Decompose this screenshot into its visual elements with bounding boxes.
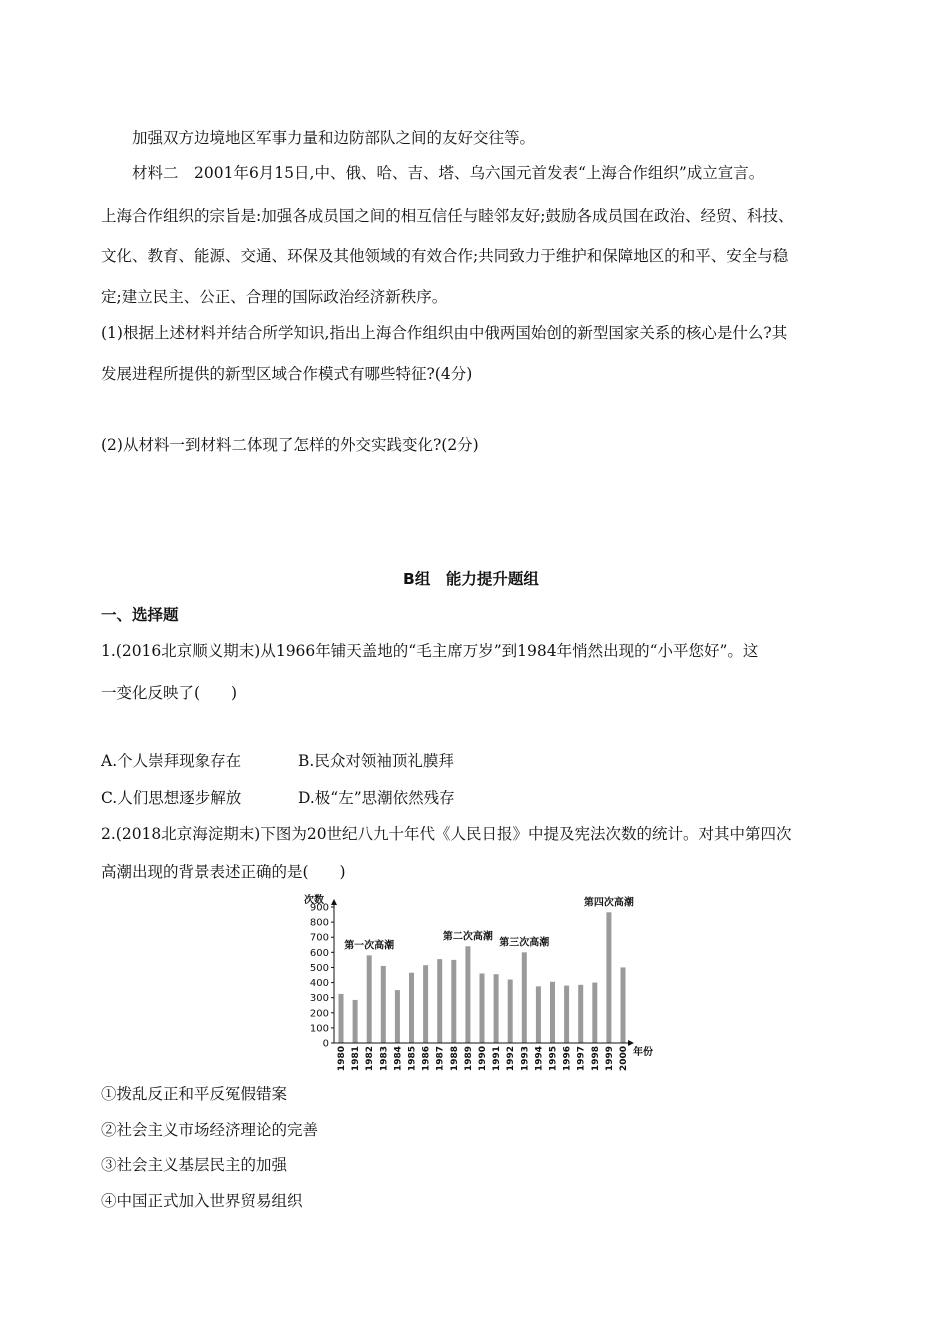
x-tick-label: 1980: [337, 1046, 347, 1072]
x-tick-label: 1993: [520, 1046, 531, 1072]
x-tick-label: 1983: [379, 1046, 390, 1072]
question-2: (2)从材料一到材料二体现了怎样的外交实践变化?(2分): [101, 436, 479, 454]
x-tick-label: 1992: [506, 1046, 517, 1072]
bar: [395, 990, 400, 1043]
y-tick-label: 200: [309, 1008, 329, 1020]
q2-statement-4: ④中国正式加入世界贸易组织: [101, 1192, 303, 1210]
q2-statement-3: ③社会主义基层民主的加强: [101, 1156, 288, 1174]
q1-option-a: A.个人崇拜现象存在: [101, 752, 242, 770]
y-axis-label: 次数: [304, 895, 324, 906]
y-tick-label: 0: [322, 1038, 329, 1050]
x-tick-label: 1994: [534, 1046, 545, 1072]
peak-annotation: 第三次高潮: [499, 937, 550, 949]
y-tick-label: 800: [309, 917, 329, 929]
material-two-line-4: 定;建立民主、公正、合理的国际政治经济新秩序。: [101, 288, 448, 306]
bar: [621, 967, 626, 1043]
part-title: 一、选择题: [101, 606, 179, 624]
x-tick-label: 1995: [548, 1046, 559, 1072]
y-tick-label: 600: [309, 947, 329, 959]
x-tick-label: 1999: [604, 1046, 615, 1072]
x-tick-label: 1990: [478, 1046, 488, 1072]
x-tick-label: 1985: [407, 1046, 418, 1072]
bar: [465, 946, 470, 1043]
y-tick-label: 700: [309, 932, 329, 944]
question-1-line-2: 发展进程所提供的新型区域合作模式有哪些特征?(4分): [101, 365, 473, 383]
x-axis-arrow: [628, 1040, 634, 1046]
x-tick-label: 1991: [492, 1046, 503, 1072]
x-tick-label: 1997: [576, 1046, 587, 1072]
bar: [367, 955, 372, 1043]
question-1-line-1: (1)根据上述材料并结合所学知识,指出上海合作组织由中俄两国始创的新型国家关系的核心是什么?其: [101, 324, 788, 342]
q1-option-c: C.人们思想逐步解放: [101, 789, 242, 807]
bar: [522, 952, 527, 1043]
bar: [578, 985, 583, 1043]
x-tick-label: 1986: [421, 1046, 432, 1072]
y-tick-label: 900: [309, 902, 329, 914]
y-tick-label: 400: [309, 978, 329, 990]
q2-stem-line-1: 2.(2018北京海淀期末)下图为20世纪八九十年代《人民日报》中提及宪法次数的统计。对其中第四次: [101, 825, 792, 843]
y-axis-arrow: [331, 899, 337, 905]
material-two-line-2: 上海合作组织的宗旨是:加强各成员国之间的相互信任与睦邻友好;鼓励各成员国在政治、经贸、科技、: [101, 207, 794, 225]
bar: [508, 980, 513, 1043]
x-axis-label: 年份: [633, 1047, 653, 1058]
constitution-mentions-bar-chart: [300, 893, 670, 1078]
bar: [536, 986, 541, 1043]
bar: [550, 982, 555, 1043]
section-title: B组 能力提升题组: [403, 570, 539, 588]
bar: [564, 986, 569, 1043]
q1-stem-line-1: 1.(2016北京顺义期末)从1966年铺天盖地的“毛主席万岁”到1984年悄然出现的“小平您好”。这: [101, 642, 759, 660]
q1-option-b: B.民众对领袖顶礼膜拜: [298, 752, 454, 770]
material-one-end: 加强双方边境地区军事力量和边防部队之间的友好交往等。: [132, 129, 536, 147]
peak-annotation: 第四次高潮: [583, 897, 634, 909]
bar: [339, 994, 344, 1043]
x-tick-label: 1988: [449, 1046, 460, 1072]
bar: [437, 959, 442, 1043]
x-tick-label: 1982: [365, 1046, 376, 1072]
bar: [606, 912, 611, 1043]
bar: [381, 966, 386, 1043]
q1-stem-line-2: 一变化反映了( ): [101, 684, 238, 702]
bar: [353, 1000, 358, 1043]
material-two-line-3: 文化、教育、能源、交通、环保及其他领域的有效合作;共同致力于维护和保障地区的和平、安全与稳: [101, 247, 789, 265]
y-tick-label: 500: [309, 962, 329, 974]
x-tick-label: 1996: [562, 1046, 573, 1072]
x-tick-label: 1998: [590, 1046, 601, 1072]
x-tick-label: 1981: [351, 1046, 362, 1072]
bar: [451, 960, 456, 1043]
x-tick-label: 2000: [619, 1046, 629, 1072]
peak-annotation: 第一次高潮: [344, 940, 395, 952]
x-tick-label: 1987: [435, 1046, 446, 1072]
bar: [480, 973, 485, 1043]
bar: [409, 973, 414, 1043]
x-tick-label: 1984: [393, 1046, 404, 1072]
q2-statement-1: ①拨乱反正和平反冤假错案: [101, 1085, 288, 1103]
q2-stem-line-2: 高潮出现的背景表述正确的是( ): [101, 863, 346, 881]
bar: [423, 965, 428, 1043]
x-tick-label: 1989: [463, 1046, 474, 1072]
y-tick-label: 100: [309, 1023, 329, 1035]
bar: [494, 974, 499, 1043]
q2-statement-2: ②社会主义市场经济理论的完善: [101, 1121, 319, 1139]
q1-option-d: D.极“左”思潮依然残存: [298, 789, 455, 807]
y-tick-label: 300: [309, 993, 329, 1005]
peak-annotation: 第二次高潮: [442, 931, 493, 943]
material-two-line-1: 材料二 2001年6月15日,中、俄、哈、吉、塔、乌六国元首发表“上海合作组织”成立宣言。: [132, 164, 765, 182]
bar: [592, 983, 597, 1043]
